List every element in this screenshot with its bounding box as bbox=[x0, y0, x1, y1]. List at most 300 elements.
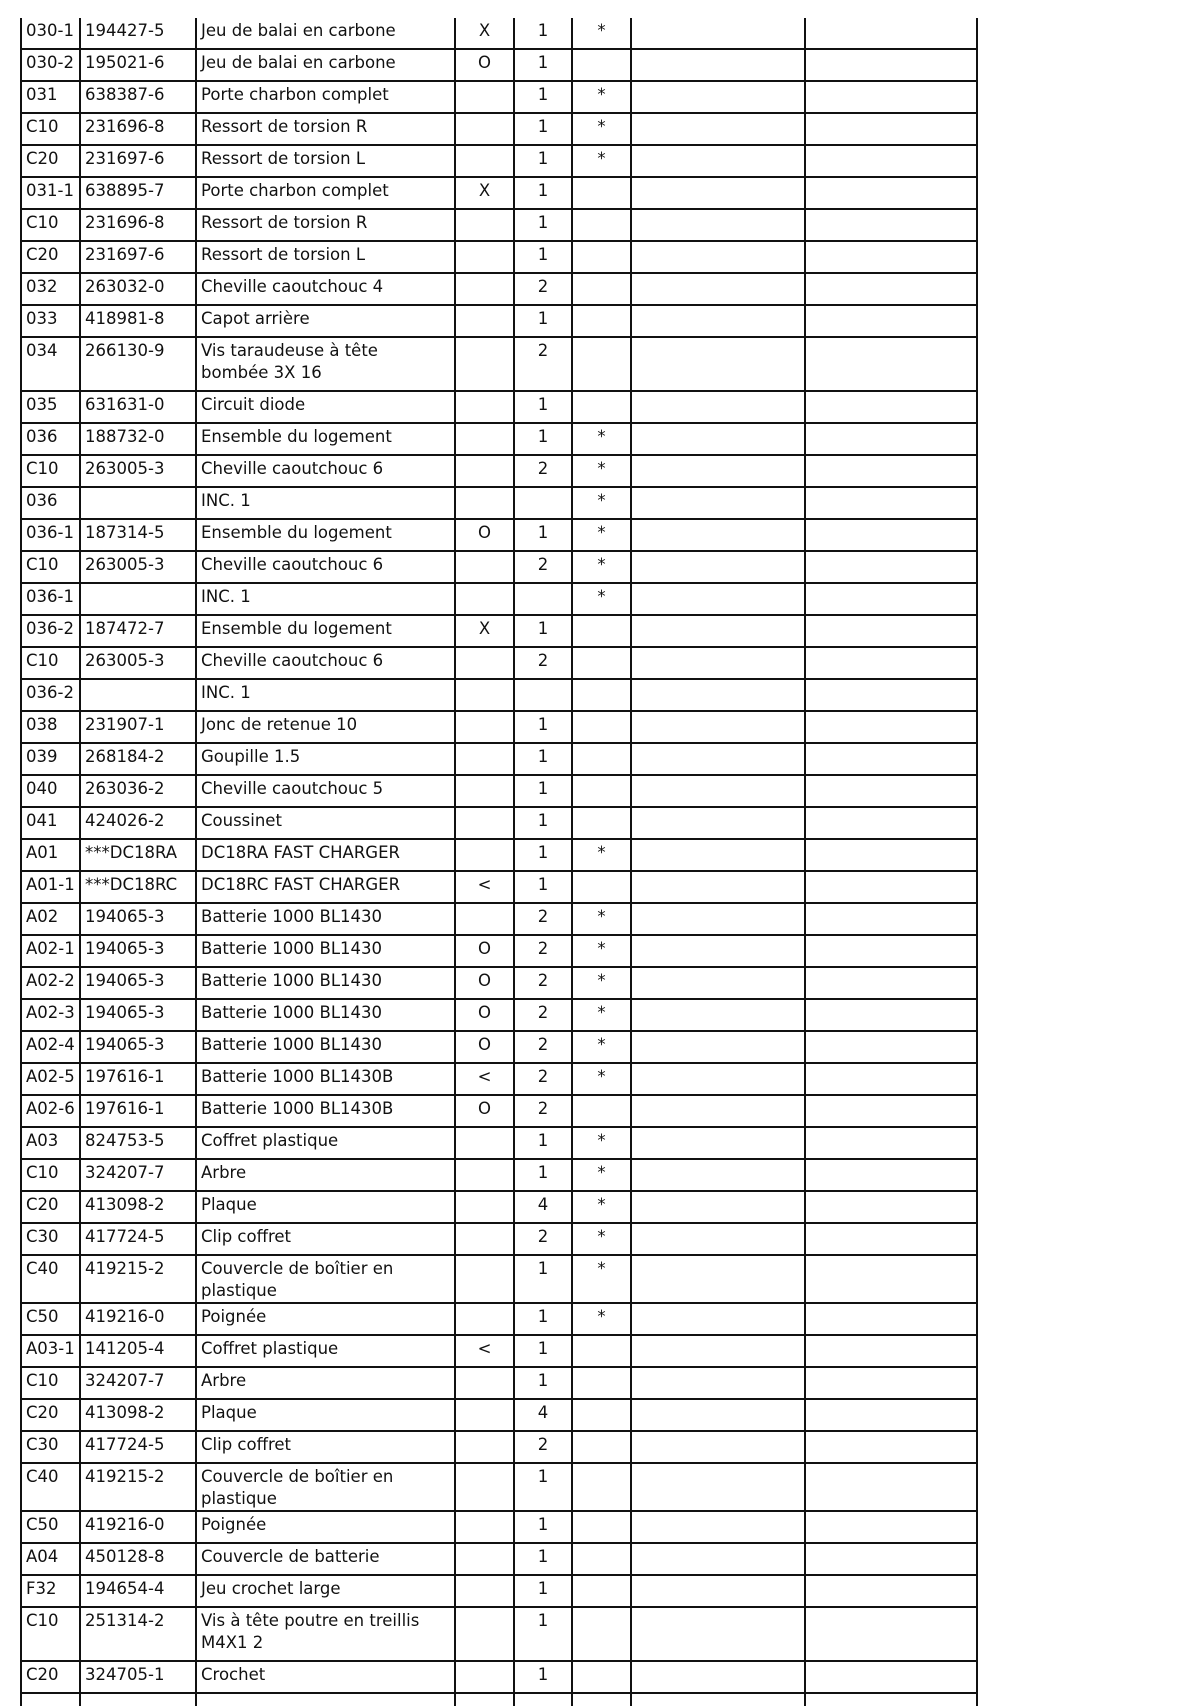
remarks-cell bbox=[631, 391, 805, 423]
description-cell: Cheville caoutchouc 6 bbox=[196, 647, 455, 679]
quantity-cell: 1 bbox=[514, 807, 572, 839]
part-number-cell bbox=[80, 583, 196, 615]
extra-cell bbox=[805, 1255, 977, 1303]
quantity-cell: 2 bbox=[514, 273, 572, 305]
note-mark-cell: * bbox=[572, 1191, 631, 1223]
description-cell: Jeu de balai en carbone bbox=[196, 49, 455, 81]
quantity-cell: 2 bbox=[514, 999, 572, 1031]
remarks-cell bbox=[631, 967, 805, 999]
description-cell: Arbre bbox=[196, 1367, 455, 1399]
item-number-cell: A01 bbox=[21, 839, 80, 871]
note-mark-cell: * bbox=[572, 18, 631, 49]
remarks-cell bbox=[631, 615, 805, 647]
item-number-cell: A01-1 bbox=[21, 871, 80, 903]
part-number-cell: 419216-0 bbox=[80, 1303, 196, 1335]
quantity-cell: 1 bbox=[514, 423, 572, 455]
remarks-cell bbox=[631, 49, 805, 81]
table-row bbox=[21, 871, 977, 903]
remarks-cell bbox=[631, 177, 805, 209]
remarks-cell bbox=[631, 647, 805, 679]
item-number-cell: 035 bbox=[21, 391, 80, 423]
item-number-cell: A02-5 bbox=[21, 1063, 80, 1095]
item-number-cell: C10 bbox=[21, 551, 80, 583]
note-mark-cell: * bbox=[572, 423, 631, 455]
item-number-cell: C50 bbox=[21, 1511, 80, 1543]
part-number-cell: 251314-2 bbox=[80, 1607, 196, 1661]
remarks-cell bbox=[631, 775, 805, 807]
part-number-cell: 263036-2 bbox=[80, 775, 196, 807]
description-cell: Cheville caoutchouc 6 bbox=[196, 551, 455, 583]
item-number-cell: A02 bbox=[21, 903, 80, 935]
description-cell: INC. 1 bbox=[196, 487, 455, 519]
extra-cell bbox=[805, 647, 977, 679]
parts-table bbox=[20, 18, 978, 1706]
note-mark-cell bbox=[572, 305, 631, 337]
description-cell: Coffret plastique bbox=[196, 1127, 455, 1159]
extra-cell bbox=[805, 1095, 977, 1127]
quantity-cell: 2 bbox=[514, 647, 572, 679]
item-number-cell: 031 bbox=[21, 81, 80, 113]
description-cell: Ressort de torsion R bbox=[196, 113, 455, 145]
description-cell: Ressort de torsion R bbox=[196, 209, 455, 241]
part-number-cell: 194065-3 bbox=[80, 903, 196, 935]
item-number-cell: 041 bbox=[21, 807, 80, 839]
description-cell: Arbre bbox=[196, 1159, 455, 1191]
note-mark-cell bbox=[572, 775, 631, 807]
note-mark-cell bbox=[572, 1511, 631, 1543]
description-cell: Ensemble du logement bbox=[196, 519, 455, 551]
symbol-cell bbox=[455, 1575, 514, 1607]
remarks-cell bbox=[631, 487, 805, 519]
item-number-cell: 036-2 bbox=[21, 615, 80, 647]
description-cell: Batterie 1000 BL1430 bbox=[196, 967, 455, 999]
item-number-cell: 032 bbox=[21, 273, 80, 305]
table-row bbox=[21, 1431, 977, 1463]
remarks-cell bbox=[631, 1127, 805, 1159]
note-mark-cell bbox=[572, 1335, 631, 1367]
symbol-cell: < bbox=[455, 1335, 514, 1367]
remarks-cell bbox=[631, 1255, 805, 1303]
extra-cell bbox=[805, 871, 977, 903]
description-cell: Couvercle de boîtier en plastique bbox=[196, 1463, 455, 1511]
extra-cell bbox=[805, 935, 977, 967]
table-row bbox=[21, 1127, 977, 1159]
remarks-cell bbox=[631, 1223, 805, 1255]
remarks-cell bbox=[631, 711, 805, 743]
symbol-cell: O bbox=[455, 935, 514, 967]
quantity-cell: 2 bbox=[514, 455, 572, 487]
note-mark-cell: * bbox=[572, 551, 631, 583]
item-number-cell: A02-3 bbox=[21, 999, 80, 1031]
quantity-cell: 1 bbox=[514, 839, 572, 871]
note-mark-cell bbox=[572, 391, 631, 423]
table-row bbox=[21, 241, 977, 273]
quantity-cell: 1 bbox=[514, 49, 572, 81]
extra-cell bbox=[805, 1463, 977, 1511]
symbol-cell bbox=[455, 647, 514, 679]
item-number-cell: 036 bbox=[21, 423, 80, 455]
remarks-cell bbox=[631, 1159, 805, 1191]
table-row bbox=[21, 583, 977, 615]
symbol-cell bbox=[455, 81, 514, 113]
table-row bbox=[21, 903, 977, 935]
quantity-cell: 1 bbox=[514, 113, 572, 145]
table-row bbox=[21, 18, 977, 49]
note-mark-cell bbox=[572, 273, 631, 305]
empty-cell bbox=[805, 1693, 977, 1706]
table-row bbox=[21, 1095, 977, 1127]
item-number-cell: 034 bbox=[21, 337, 80, 391]
table-row bbox=[21, 743, 977, 775]
part-number-cell: 263005-3 bbox=[80, 551, 196, 583]
quantity-cell: 2 bbox=[514, 1095, 572, 1127]
quantity-cell: 2 bbox=[514, 551, 572, 583]
symbol-cell: O bbox=[455, 1031, 514, 1063]
description-cell: Cheville caoutchouc 4 bbox=[196, 273, 455, 305]
symbol-cell bbox=[455, 1431, 514, 1463]
part-number-cell bbox=[80, 679, 196, 711]
remarks-cell bbox=[631, 423, 805, 455]
item-number-cell: 036-2 bbox=[21, 679, 80, 711]
remarks-cell bbox=[631, 935, 805, 967]
quantity-cell: 1 bbox=[514, 775, 572, 807]
quantity-cell bbox=[514, 679, 572, 711]
item-number-cell: C10 bbox=[21, 209, 80, 241]
note-mark-cell bbox=[572, 1607, 631, 1661]
remarks-cell bbox=[631, 455, 805, 487]
item-number-cell: C20 bbox=[21, 1191, 80, 1223]
part-number-cell: 424026-2 bbox=[80, 807, 196, 839]
symbol-cell: < bbox=[455, 1063, 514, 1095]
part-number-cell: 188732-0 bbox=[80, 423, 196, 455]
table-row bbox=[21, 391, 977, 423]
item-number-cell: 036-1 bbox=[21, 519, 80, 551]
quantity-cell: 4 bbox=[514, 1191, 572, 1223]
extra-cell bbox=[805, 1063, 977, 1095]
part-number-cell: 197616-1 bbox=[80, 1063, 196, 1095]
symbol-cell bbox=[455, 1399, 514, 1431]
extra-cell bbox=[805, 1511, 977, 1543]
description-cell: Batterie 1000 BL1430 bbox=[196, 903, 455, 935]
empty-cell bbox=[455, 1693, 514, 1706]
remarks-cell bbox=[631, 1511, 805, 1543]
extra-cell bbox=[805, 967, 977, 999]
note-mark-cell: * bbox=[572, 1303, 631, 1335]
empty-cell bbox=[196, 1693, 455, 1706]
note-mark-cell bbox=[572, 177, 631, 209]
symbol-cell bbox=[455, 711, 514, 743]
description-cell: Batterie 1000 BL1430 bbox=[196, 1031, 455, 1063]
extra-cell bbox=[805, 273, 977, 305]
note-mark-cell: * bbox=[572, 519, 631, 551]
symbol-cell bbox=[455, 775, 514, 807]
description-cell: Porte charbon complet bbox=[196, 177, 455, 209]
note-mark-cell: * bbox=[572, 455, 631, 487]
extra-cell bbox=[805, 455, 977, 487]
table-row bbox=[21, 1063, 977, 1095]
table-row bbox=[21, 679, 977, 711]
extra-cell bbox=[805, 305, 977, 337]
table-row bbox=[21, 647, 977, 679]
item-number-cell: A03-1 bbox=[21, 1335, 80, 1367]
item-number-cell: 030-1 bbox=[21, 18, 80, 49]
description-cell: Batterie 1000 BL1430B bbox=[196, 1063, 455, 1095]
part-number-cell: 418981-8 bbox=[80, 305, 196, 337]
extra-cell bbox=[805, 775, 977, 807]
extra-cell bbox=[805, 551, 977, 583]
item-number-cell: A03 bbox=[21, 1127, 80, 1159]
item-number-cell: C30 bbox=[21, 1223, 80, 1255]
table-row bbox=[21, 487, 977, 519]
description-cell: Ensemble du logement bbox=[196, 615, 455, 647]
description-cell: Ressort de torsion L bbox=[196, 145, 455, 177]
table-row bbox=[21, 1367, 977, 1399]
extra-cell bbox=[805, 1127, 977, 1159]
table-row bbox=[21, 49, 977, 81]
extra-cell bbox=[805, 1367, 977, 1399]
note-mark-cell: * bbox=[572, 487, 631, 519]
extra-cell bbox=[805, 839, 977, 871]
symbol-cell bbox=[455, 209, 514, 241]
item-number-cell: C20 bbox=[21, 1399, 80, 1431]
table-row bbox=[21, 935, 977, 967]
symbol-cell: X bbox=[455, 177, 514, 209]
extra-cell bbox=[805, 145, 977, 177]
symbol-cell bbox=[455, 903, 514, 935]
quantity-cell: 1 bbox=[514, 1127, 572, 1159]
part-number-cell: 413098-2 bbox=[80, 1399, 196, 1431]
item-number-cell: 033 bbox=[21, 305, 80, 337]
extra-cell bbox=[805, 209, 977, 241]
remarks-cell bbox=[631, 1095, 805, 1127]
table-row-continuation bbox=[21, 1693, 977, 1706]
quantity-cell: 1 bbox=[514, 1607, 572, 1661]
description-cell: Circuit diode bbox=[196, 391, 455, 423]
table-row bbox=[21, 209, 977, 241]
quantity-cell: 1 bbox=[514, 305, 572, 337]
quantity-cell: 1 bbox=[514, 1463, 572, 1511]
note-mark-cell: * bbox=[572, 935, 631, 967]
note-mark-cell bbox=[572, 1367, 631, 1399]
extra-cell bbox=[805, 177, 977, 209]
table-row bbox=[21, 1191, 977, 1223]
quantity-cell: 1 bbox=[514, 1543, 572, 1575]
table-row bbox=[21, 1463, 977, 1511]
description-cell: Couvercle de batterie bbox=[196, 1543, 455, 1575]
remarks-cell bbox=[631, 1543, 805, 1575]
remarks-cell bbox=[631, 551, 805, 583]
extra-cell bbox=[805, 615, 977, 647]
note-mark-cell: * bbox=[572, 1255, 631, 1303]
extra-cell bbox=[805, 423, 977, 455]
symbol-cell: O bbox=[455, 1095, 514, 1127]
remarks-cell bbox=[631, 81, 805, 113]
extra-cell bbox=[805, 1031, 977, 1063]
table-row bbox=[21, 1399, 977, 1431]
part-number-cell: 231697-6 bbox=[80, 145, 196, 177]
item-number-cell: F32 bbox=[21, 1575, 80, 1607]
remarks-cell bbox=[631, 1399, 805, 1431]
note-mark-cell: * bbox=[572, 1223, 631, 1255]
table-row bbox=[21, 1223, 977, 1255]
item-number-cell: C10 bbox=[21, 1607, 80, 1661]
quantity-cell: 1 bbox=[514, 209, 572, 241]
remarks-cell bbox=[631, 999, 805, 1031]
table-row bbox=[21, 337, 977, 391]
item-number-cell: A04 bbox=[21, 1543, 80, 1575]
symbol-cell bbox=[455, 113, 514, 145]
extra-cell bbox=[805, 113, 977, 145]
extra-cell bbox=[805, 81, 977, 113]
description-cell: Crochet bbox=[196, 1661, 455, 1693]
symbol-cell bbox=[455, 145, 514, 177]
item-number-cell: 036 bbox=[21, 487, 80, 519]
description-cell: Ressort de torsion L bbox=[196, 241, 455, 273]
quantity-cell: 1 bbox=[514, 241, 572, 273]
note-mark-cell bbox=[572, 711, 631, 743]
note-mark-cell bbox=[572, 337, 631, 391]
part-number-cell: 419215-2 bbox=[80, 1463, 196, 1511]
description-cell: Couvercle de boîtier en plastique bbox=[196, 1255, 455, 1303]
note-mark-cell bbox=[572, 209, 631, 241]
remarks-cell bbox=[631, 903, 805, 935]
remarks-cell bbox=[631, 273, 805, 305]
extra-cell bbox=[805, 807, 977, 839]
note-mark-cell: * bbox=[572, 113, 631, 145]
table-row bbox=[21, 807, 977, 839]
part-number-cell: 194065-3 bbox=[80, 935, 196, 967]
part-number-cell: 324705-1 bbox=[80, 1661, 196, 1693]
part-number-cell: 263005-3 bbox=[80, 455, 196, 487]
extra-cell bbox=[805, 1431, 977, 1463]
item-number-cell: C20 bbox=[21, 1661, 80, 1693]
table-row bbox=[21, 273, 977, 305]
item-number-cell: C20 bbox=[21, 241, 80, 273]
extra-cell bbox=[805, 487, 977, 519]
empty-cell bbox=[21, 1693, 80, 1706]
description-cell: Poignée bbox=[196, 1511, 455, 1543]
description-cell: INC. 1 bbox=[196, 679, 455, 711]
quantity-cell: 2 bbox=[514, 935, 572, 967]
table-row bbox=[21, 551, 977, 583]
item-number-cell: 039 bbox=[21, 743, 80, 775]
part-number-cell: 195021-6 bbox=[80, 49, 196, 81]
description-cell: DC18RC FAST CHARGER bbox=[196, 871, 455, 903]
table-row bbox=[21, 1031, 977, 1063]
extra-cell bbox=[805, 391, 977, 423]
item-number-cell: C40 bbox=[21, 1463, 80, 1511]
extra-cell bbox=[805, 1607, 977, 1661]
description-cell: DC18RA FAST CHARGER bbox=[196, 839, 455, 871]
symbol-cell bbox=[455, 583, 514, 615]
remarks-cell bbox=[631, 145, 805, 177]
remarks-cell bbox=[631, 241, 805, 273]
item-number-cell: 031-1 bbox=[21, 177, 80, 209]
symbol-cell bbox=[455, 1255, 514, 1303]
part-number-cell: 231696-8 bbox=[80, 113, 196, 145]
note-mark-cell bbox=[572, 807, 631, 839]
item-number-cell: C30 bbox=[21, 1431, 80, 1463]
item-number-cell: C20 bbox=[21, 145, 80, 177]
description-cell: Ensemble du logement bbox=[196, 423, 455, 455]
description-cell: Plaque bbox=[196, 1191, 455, 1223]
quantity-cell: 1 bbox=[514, 391, 572, 423]
symbol-cell bbox=[455, 455, 514, 487]
part-number-cell: 231696-8 bbox=[80, 209, 196, 241]
description-cell: Clip coffret bbox=[196, 1223, 455, 1255]
note-mark-cell: * bbox=[572, 903, 631, 935]
part-number-cell: 194065-3 bbox=[80, 967, 196, 999]
note-mark-cell bbox=[572, 743, 631, 775]
description-cell: Jeu crochet large bbox=[196, 1575, 455, 1607]
part-number-cell: 417724-5 bbox=[80, 1223, 196, 1255]
extra-cell bbox=[805, 337, 977, 391]
symbol-cell bbox=[455, 1223, 514, 1255]
table-row bbox=[21, 711, 977, 743]
quantity-cell bbox=[514, 583, 572, 615]
note-mark-cell: * bbox=[572, 999, 631, 1031]
symbol-cell bbox=[455, 487, 514, 519]
description-cell: INC. 1 bbox=[196, 583, 455, 615]
description-cell: Capot arrière bbox=[196, 305, 455, 337]
symbol-cell bbox=[455, 391, 514, 423]
extra-cell bbox=[805, 1661, 977, 1693]
note-mark-cell: * bbox=[572, 1063, 631, 1095]
quantity-cell: 4 bbox=[514, 1399, 572, 1431]
quantity-cell: 2 bbox=[514, 1431, 572, 1463]
remarks-cell bbox=[631, 1431, 805, 1463]
part-number-cell: 141205-4 bbox=[80, 1335, 196, 1367]
empty-cell bbox=[80, 1693, 196, 1706]
item-number-cell: C10 bbox=[21, 1367, 80, 1399]
quantity-cell: 1 bbox=[514, 1303, 572, 1335]
item-number-cell: A02-1 bbox=[21, 935, 80, 967]
table-row bbox=[21, 519, 977, 551]
part-number-cell: 824753-5 bbox=[80, 1127, 196, 1159]
quantity-cell: 1 bbox=[514, 711, 572, 743]
remarks-cell bbox=[631, 1063, 805, 1095]
remarks-cell bbox=[631, 337, 805, 391]
symbol-cell: X bbox=[455, 18, 514, 49]
table-row bbox=[21, 455, 977, 487]
quantity-cell: 1 bbox=[514, 1367, 572, 1399]
extra-cell bbox=[805, 743, 977, 775]
description-cell: Batterie 1000 BL1430 bbox=[196, 935, 455, 967]
parts-table-body bbox=[21, 18, 977, 1706]
symbol-cell bbox=[455, 679, 514, 711]
part-number-cell: ***DC18RA bbox=[80, 839, 196, 871]
table-row bbox=[21, 1303, 977, 1335]
table-row bbox=[21, 1335, 977, 1367]
part-number-cell: 450128-8 bbox=[80, 1543, 196, 1575]
table-row bbox=[21, 775, 977, 807]
symbol-cell: O bbox=[455, 967, 514, 999]
symbol-cell bbox=[455, 743, 514, 775]
description-cell: Jeu de balai en carbone bbox=[196, 18, 455, 49]
extra-cell bbox=[805, 903, 977, 935]
remarks-cell bbox=[631, 1575, 805, 1607]
quantity-cell: 2 bbox=[514, 337, 572, 391]
quantity-cell: 1 bbox=[514, 81, 572, 113]
description-cell: Porte charbon complet bbox=[196, 81, 455, 113]
note-mark-cell bbox=[572, 1399, 631, 1431]
quantity-cell: 1 bbox=[514, 615, 572, 647]
extra-cell bbox=[805, 1399, 977, 1431]
table-row bbox=[21, 1511, 977, 1543]
quantity-cell: 1 bbox=[514, 18, 572, 49]
table-row bbox=[21, 1255, 977, 1303]
table-row bbox=[21, 177, 977, 209]
